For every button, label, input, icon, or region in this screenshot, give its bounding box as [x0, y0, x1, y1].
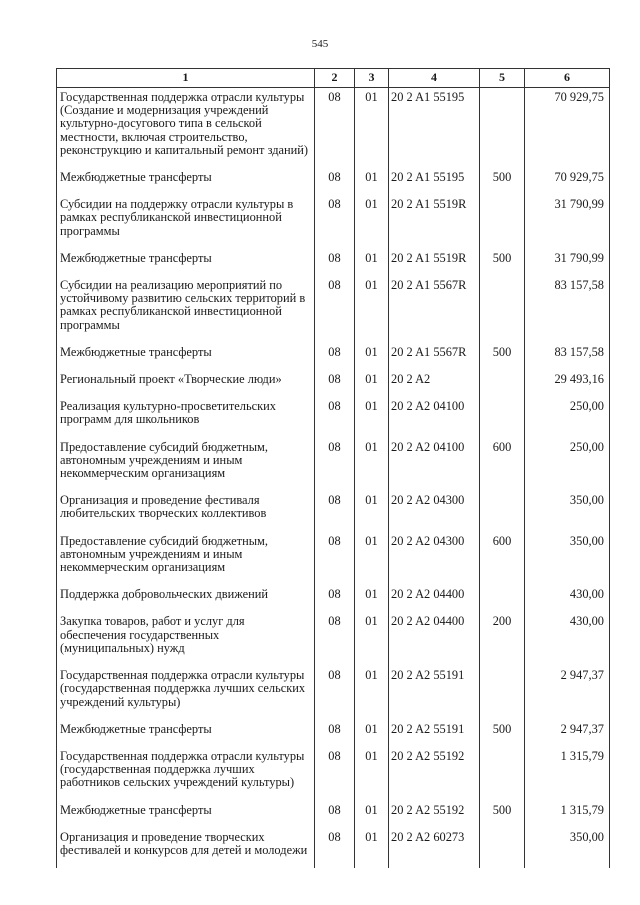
- page-number: 545: [311, 38, 329, 50]
- row-section: 08: [315, 491, 355, 531]
- header-col-5: 5: [480, 69, 525, 88]
- row-name: Поддержка добровольческих движений: [57, 585, 315, 612]
- row-name: Межбюджетные трансферты: [57, 720, 315, 747]
- row-section: 08: [315, 195, 355, 249]
- row-expense-type: 500: [480, 249, 525, 276]
- row-name: Межбюджетные трансферты: [57, 168, 315, 195]
- row-section: 08: [315, 585, 355, 612]
- row-amount: 250,00: [525, 397, 610, 437]
- row-section: 08: [315, 168, 355, 195]
- table-row: [57, 801, 610, 828]
- header-col-3: 3: [355, 69, 389, 88]
- row-section: 08: [315, 612, 355, 666]
- table-row: [57, 612, 610, 666]
- row-expense-type: [480, 397, 525, 437]
- row-section: 08: [315, 828, 355, 868]
- row-amount: 70 929,75: [525, 88, 610, 169]
- row-target-article: 20 2 A2 04400: [389, 612, 480, 666]
- header-col-2: 2: [315, 69, 355, 88]
- row-amount: 31 790,99: [525, 195, 610, 249]
- row-amount: 350,00: [525, 491, 610, 531]
- row-amount: 2 947,37: [525, 666, 610, 720]
- row-expense-type: [480, 491, 525, 531]
- row-amount: 430,00: [525, 585, 610, 612]
- row-section: 08: [315, 276, 355, 343]
- table-row: [57, 491, 610, 531]
- table-row: [57, 532, 610, 586]
- row-section: 08: [315, 249, 355, 276]
- row-target-article: 20 2 A1 55195: [389, 168, 480, 195]
- row-expense-type: 500: [480, 801, 525, 828]
- row-name: Предоставление субсидий бюджетным, автономным учреждениям и иным некоммерческим организациям: [57, 532, 315, 586]
- row-section: 08: [315, 370, 355, 397]
- row-target-article: 20 2 A1 5519R: [389, 249, 480, 276]
- row-target-article: 20 2 A2 04400: [389, 585, 480, 612]
- row-section: 08: [315, 397, 355, 437]
- row-name: Межбюджетные трансферты: [57, 343, 315, 370]
- row-name: Организация и проведение творческих фестивалей и конкурсов для детей и молодежи: [57, 828, 315, 868]
- row-expense-type: [480, 585, 525, 612]
- row-section: 08: [315, 88, 355, 169]
- row-target-article: 20 2 A2: [389, 370, 480, 397]
- header-col-1: 1: [57, 69, 315, 88]
- table-row: [57, 343, 610, 370]
- row-target-article: 20 2 A2 55192: [389, 801, 480, 828]
- table-row: [57, 438, 610, 492]
- row-amount: 70 929,75: [525, 168, 610, 195]
- table-row: [57, 720, 610, 747]
- row-amount: 350,00: [525, 532, 610, 586]
- row-subsection: 01: [355, 370, 389, 397]
- row-amount: 350,00: [525, 828, 610, 868]
- row-amount: 1 315,79: [525, 747, 610, 801]
- row-subsection: 01: [355, 720, 389, 747]
- row-name: Межбюджетные трансферты: [57, 249, 315, 276]
- table-row: [57, 168, 610, 195]
- table-row: [57, 88, 610, 169]
- row-expense-type: [480, 276, 525, 343]
- row-expense-type: 600: [480, 532, 525, 586]
- row-section: 08: [315, 720, 355, 747]
- row-name: Закупка товаров, работ и услуг для обеспечения государственных (муниципальных) нужд: [57, 612, 315, 666]
- row-expense-type: 600: [480, 438, 525, 492]
- table-row: [57, 397, 610, 437]
- row-target-article: 20 2 A1 5567R: [389, 343, 480, 370]
- row-name: Региональный проект «Творческие люди»: [57, 370, 315, 397]
- header-col-4: 4: [389, 69, 480, 88]
- row-subsection: 01: [355, 343, 389, 370]
- row-subsection: 01: [355, 438, 389, 492]
- row-name: Субсидии на реализацию мероприятий по устойчивому развитию сельских территорий в рамках республиканской инвестиционной программы: [57, 276, 315, 343]
- row-section: 08: [315, 666, 355, 720]
- row-expense-type: [480, 195, 525, 249]
- row-subsection: 01: [355, 585, 389, 612]
- row-amount: 31 790,99: [525, 249, 610, 276]
- row-subsection: 01: [355, 249, 389, 276]
- row-subsection: 01: [355, 168, 389, 195]
- row-name: Предоставление субсидий бюджетным, автономным учреждениям и иным некоммерческим организациям: [57, 438, 315, 492]
- row-expense-type: 500: [480, 343, 525, 370]
- row-amount: 2 947,37: [525, 720, 610, 747]
- row-section: 08: [315, 343, 355, 370]
- table-row: [57, 585, 610, 612]
- row-subsection: 01: [355, 276, 389, 343]
- row-amount: 83 157,58: [525, 276, 610, 343]
- row-amount: 1 315,79: [525, 801, 610, 828]
- row-target-article: 20 2 A1 5567R: [389, 276, 480, 343]
- row-subsection: 01: [355, 747, 389, 801]
- row-target-article: 20 2 A2 04300: [389, 532, 480, 586]
- row-section: 08: [315, 532, 355, 586]
- row-name: Государственная поддержка отрасли культуры (государственная поддержка лучших сельских учреждений культуры): [57, 666, 315, 720]
- row-subsection: 01: [355, 612, 389, 666]
- row-subsection: 01: [355, 195, 389, 249]
- row-expense-type: 500: [480, 168, 525, 195]
- header-row: [57, 69, 610, 88]
- row-amount: 29 493,16: [525, 370, 610, 397]
- row-target-article: 20 2 A2 60273: [389, 828, 480, 868]
- row-target-article: 20 2 A2 55191: [389, 720, 480, 747]
- row-name: Субсидии на поддержку отрасли культуры в рамках республиканской инвестиционной программы: [57, 195, 315, 249]
- table-row: [57, 195, 610, 249]
- row-section: 08: [315, 438, 355, 492]
- budget-table: [56, 68, 610, 868]
- row-expense-type: 500: [480, 720, 525, 747]
- row-target-article: 20 2 A1 55195: [389, 88, 480, 169]
- row-expense-type: [480, 828, 525, 868]
- row-subsection: 01: [355, 532, 389, 586]
- row-expense-type: 200: [480, 612, 525, 666]
- header-col-6: 6: [525, 69, 610, 88]
- table-row: [57, 747, 610, 801]
- row-name: Организация и проведение фестиваля любительских творческих коллективов: [57, 491, 315, 531]
- table-row: [57, 370, 610, 397]
- table-row: [57, 666, 610, 720]
- row-target-article: 20 2 A2 04100: [389, 438, 480, 492]
- row-subsection: 01: [355, 491, 389, 531]
- row-subsection: 01: [355, 801, 389, 828]
- row-amount: 430,00: [525, 612, 610, 666]
- row-name: Межбюджетные трансферты: [57, 801, 315, 828]
- row-expense-type: [480, 666, 525, 720]
- row-subsection: 01: [355, 397, 389, 437]
- row-section: 08: [315, 801, 355, 828]
- row-name: Государственная поддержка отрасли культуры (государственная поддержка лучших работников сельских учреждений культуры): [57, 747, 315, 801]
- row-target-article: 20 2 A2 04300: [389, 491, 480, 531]
- row-expense-type: [480, 370, 525, 397]
- row-subsection: 01: [355, 88, 389, 169]
- row-amount: 250,00: [525, 438, 610, 492]
- row-amount: 83 157,58: [525, 343, 610, 370]
- table-row: [57, 249, 610, 276]
- row-expense-type: [480, 747, 525, 801]
- table-row: [57, 828, 610, 868]
- row-target-article: 20 2 A2 55191: [389, 666, 480, 720]
- row-target-article: 20 2 A2 55192: [389, 747, 480, 801]
- row-section: 08: [315, 747, 355, 801]
- row-subsection: 01: [355, 666, 389, 720]
- table-body: [57, 88, 610, 869]
- row-name: Реализация культурно-просветительских программ для школьников: [57, 397, 315, 437]
- row-expense-type: [480, 88, 525, 169]
- table-row: [57, 276, 610, 343]
- row-target-article: 20 2 A1 5519R: [389, 195, 480, 249]
- row-subsection: 01: [355, 828, 389, 868]
- row-name: Государственная поддержка отрасли культуры (Создание и модернизация учреждений культурно-досугового типа в сельской местности, включая строительство, реконструкцию и капитальный ремонт зданий): [57, 88, 315, 169]
- row-target-article: 20 2 A2 04100: [389, 397, 480, 437]
